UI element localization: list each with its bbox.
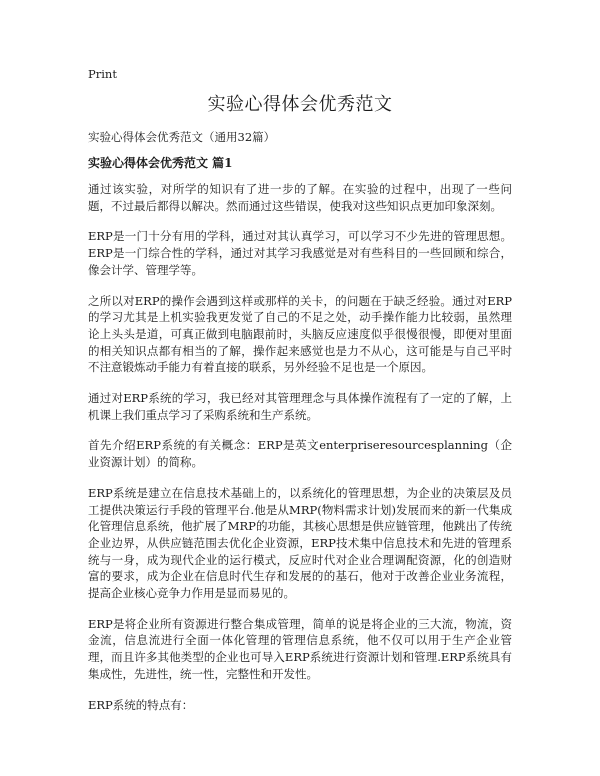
document-subtitle: 实验心得体会优秀范文（通用32篇） [88, 130, 276, 144]
paragraph-7: ERP是将企业所有资源进行整合集成管理，简单的说是将企业的三大流，物流，资金流，信息流进行全面一体化管理的管理信息系统，他不仅可以用于生产企业管理，而且许多其他类型的企业也可导入ERP系统进行资源计划和管理.ERP系统具有集成性，先进性，统一性，完整性和开发性。 [88, 616, 512, 681]
document-title: 实验心得体会优秀范文 [207, 94, 393, 115]
paragraph-3: 之所以对ERP的操作会遇到这样或那样的关卡，的问题在于缺乏经验。通过对ERP的学习尤其是上机实验我更发觉了自己的不足之处，动手操作能力比较弱，虽然理论上头头是道，可真正做到电脑跟前时，头脑反应速度似乎很慢很慢，即便对里面的相关知识点都有相当的了解，操作起来感觉也是力不从心，这可能是与自己平时不注意锻炼动手能力有着直接的联系，另外经验不足也是一个原因。 [88, 293, 512, 375]
paragraph-2: ERP是一门十分有用的学科，通过对其认真学习，可以学习不少先进的管理思想。ERP是一门综合性的学科，通过对其学习我感觉是对有些科目的一些回顾和综合，像会计学、管理学等。 [88, 229, 512, 277]
paragraph-8: ERP系统的特点有： [88, 697, 194, 712]
paragraph-5: 首先介绍ERP系统的有关概念：ERP是英文enterpriseresourcesplanning（企业资源计划）的简称。 [88, 438, 512, 470]
section-heading: 实验心得体会优秀范文 篇1 [88, 156, 233, 170]
paragraph-6: ERP系统是建立在信息技术基础上的，以系统化的管理思想，为企业的决策层及员工提供决策运行手段的管理平台.他是从MRP(物料需求计划)发展而来的新一代集成化管理信息系统，他扩展了MRP的功能，其核心思想是供应链管理，他跳出了传统企业边界，从供应链范围去优化企业资源，ERP技术集中信息技术和先进的管理系统与一身，成为现代企业的运行模式，反应时代对企业合理调配资源，化的创造财富的要求，成为企业在信息时代生存和发展的的基石，他对于改善企业业务流程，提高企业核心竞争力作用是显而易见的。 [88, 485, 512, 601]
print-label: Print [88, 67, 117, 81]
paragraph-4: 通过对ERP系统的学习，我已经对其管理理念与具体操作流程有了一定的了解，上机课上我们重点学习了采购系统和生产系统。 [88, 391, 512, 422]
paragraph-1: 通过该实验，对所学的知识有了进一步的了解。在实验的过程中，出现了一些问题，不过最后都得以解决。然而通过这些错误，使我对这些知识点更加印象深刻。 [88, 182, 512, 213]
